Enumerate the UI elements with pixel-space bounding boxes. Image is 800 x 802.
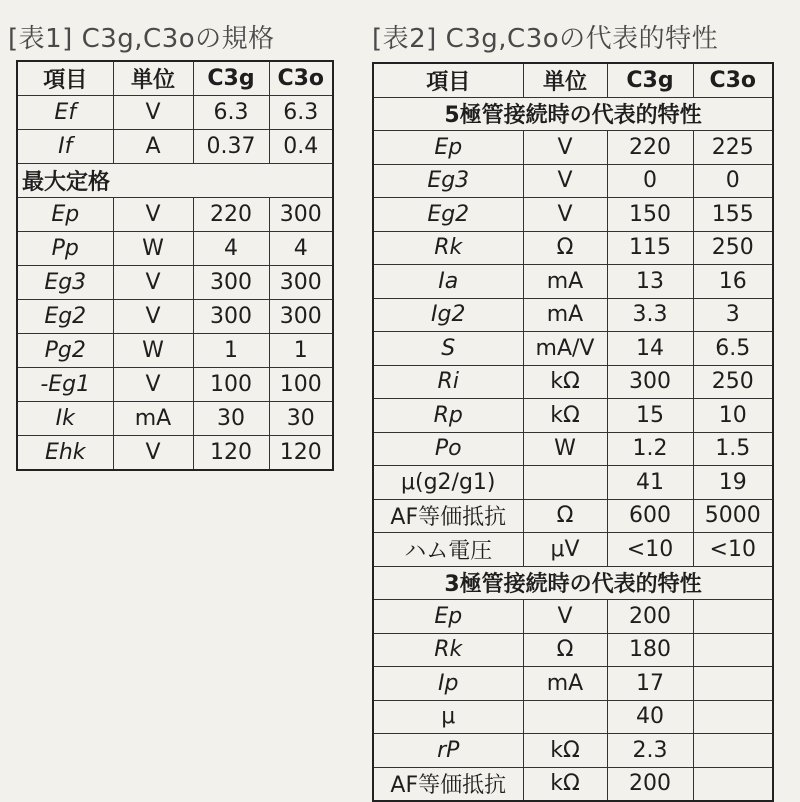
- c3g-value-cell: 1: [193, 334, 269, 368]
- header-row: [373, 63, 773, 97]
- c3g-value-cell: 3.3: [607, 298, 693, 332]
- table-row: [17, 402, 333, 436]
- section-row: [17, 164, 333, 198]
- c3o-value-cell: 6.5: [693, 332, 773, 366]
- table-row: [373, 399, 773, 433]
- c3o-value-cell: [693, 734, 773, 768]
- unit-cell: mA: [523, 667, 607, 701]
- unit-cell: A: [113, 130, 193, 164]
- unit-cell: V: [113, 368, 193, 402]
- c3o-value-cell: 16: [693, 265, 773, 299]
- item-cell: Ehk: [17, 436, 113, 471]
- unit-cell: V: [523, 600, 607, 634]
- c3o-value-cell: 0: [693, 164, 773, 198]
- c3g-value-cell: 1.2: [607, 432, 693, 466]
- table-row: [17, 96, 333, 130]
- unit-cell: mA: [523, 298, 607, 332]
- c3o-value-cell: 10: [693, 399, 773, 433]
- table-row: [373, 533, 773, 567]
- c3o-value-cell: 30: [269, 402, 333, 436]
- c3o-value-cell: 1.5: [693, 432, 773, 466]
- column-header: C3o: [693, 63, 773, 97]
- table2-caption: [表2] C3g,C3oの代表的特性: [372, 24, 719, 54]
- c3g-value-cell: 300: [607, 365, 693, 399]
- c3g-value-cell: 220: [607, 131, 693, 165]
- c3g-value-cell: 300: [193, 300, 269, 334]
- unit-cell: [523, 466, 607, 500]
- c3o-value-cell: 300: [269, 198, 333, 232]
- item-cell: Rp: [373, 399, 523, 433]
- item-cell: Ia: [373, 265, 523, 299]
- c3o-value-cell: 1: [269, 334, 333, 368]
- table-row: [17, 436, 333, 471]
- table-row: [373, 499, 773, 533]
- header-row: [17, 61, 333, 96]
- c3g-value-cell: 17: [607, 667, 693, 701]
- item-cell: Eg3: [17, 266, 113, 300]
- unit-cell: W: [523, 432, 607, 466]
- unit-cell: V: [523, 164, 607, 198]
- unit-cell: Ω: [523, 633, 607, 667]
- section-title: 5極管接続時の代表的特性: [373, 97, 773, 131]
- item-cell: Eg2: [17, 300, 113, 334]
- item-cell: Rk: [373, 231, 523, 265]
- c3g-value-cell: 100: [193, 368, 269, 402]
- c3g-value-cell: 14: [607, 332, 693, 366]
- c3o-value-cell: [693, 700, 773, 734]
- c3g-value-cell: 115: [607, 231, 693, 265]
- c3g-value-cell: 30: [193, 402, 269, 436]
- table-row: [17, 232, 333, 266]
- table-row: [373, 164, 773, 198]
- item-cell: Ef: [17, 96, 113, 130]
- c3o-value-cell: 3: [693, 298, 773, 332]
- table2-typical-characteristics: [372, 62, 774, 802]
- unit-cell: mA/V: [523, 332, 607, 366]
- unit-cell: V: [113, 266, 193, 300]
- table1-specifications: [16, 60, 334, 471]
- item-cell: Ep: [17, 198, 113, 232]
- section-row: [373, 97, 773, 131]
- unit-cell: kΩ: [523, 734, 607, 768]
- table-row: [373, 131, 773, 165]
- table-row: [373, 298, 773, 332]
- table-row: [373, 231, 773, 265]
- item-cell: Ep: [373, 600, 523, 634]
- c3o-value-cell: [693, 600, 773, 634]
- c3o-value-cell: 120: [269, 436, 333, 471]
- unit-cell: kΩ: [523, 399, 607, 433]
- section-row: [373, 566, 773, 600]
- table-row: [373, 432, 773, 466]
- unit-cell: kΩ: [523, 767, 607, 801]
- c3g-value-cell: 0.37: [193, 130, 269, 164]
- c3o-value-cell: 300: [269, 266, 333, 300]
- table1-caption: [表1] C3g,C3oの規格: [8, 24, 275, 54]
- table-row: [17, 198, 333, 232]
- table-row: [373, 700, 773, 734]
- table-row: [373, 667, 773, 701]
- c3g-value-cell: <10: [607, 533, 693, 567]
- table-row: [17, 266, 333, 300]
- c3o-value-cell: 6.3: [269, 96, 333, 130]
- item-cell: μ(g2/g1): [373, 466, 523, 500]
- c3g-value-cell: 0: [607, 164, 693, 198]
- unit-cell: V: [523, 198, 607, 232]
- item-cell: Ip: [373, 667, 523, 701]
- c3g-value-cell: 13: [607, 265, 693, 299]
- c3g-value-cell: 120: [193, 436, 269, 471]
- unit-cell: kΩ: [523, 365, 607, 399]
- c3o-value-cell: 19: [693, 466, 773, 500]
- item-cell: Pg2: [17, 334, 113, 368]
- table-row: [373, 265, 773, 299]
- table-row: [373, 466, 773, 500]
- unit-cell: V: [113, 96, 193, 130]
- column-header: C3g: [607, 63, 693, 97]
- c3g-value-cell: 220: [193, 198, 269, 232]
- c3o-value-cell: 5000: [693, 499, 773, 533]
- c3g-value-cell: 200: [607, 600, 693, 634]
- column-header: 項目: [17, 61, 113, 96]
- unit-cell: Ω: [523, 231, 607, 265]
- table-row: [17, 368, 333, 402]
- c3o-value-cell: 225: [693, 131, 773, 165]
- c3o-value-cell: 250: [693, 231, 773, 265]
- item-cell: ハム電圧: [373, 533, 523, 567]
- item-cell: AF等価抵抗: [373, 767, 523, 801]
- item-cell: Eg2: [373, 198, 523, 232]
- c3g-value-cell: 41: [607, 466, 693, 500]
- table-row: [373, 332, 773, 366]
- unit-cell: W: [113, 232, 193, 266]
- c3o-value-cell: [693, 667, 773, 701]
- unit-cell: μV: [523, 533, 607, 567]
- c3g-value-cell: 2.3: [607, 734, 693, 768]
- unit-cell: V: [523, 131, 607, 165]
- c3o-value-cell: 100: [269, 368, 333, 402]
- unit-cell: V: [113, 436, 193, 471]
- item-cell: AF等価抵抗: [373, 499, 523, 533]
- section-title: 3極管接続時の代表的特性: [373, 566, 773, 600]
- item-cell: rP: [373, 734, 523, 768]
- item-cell: Ig2: [373, 298, 523, 332]
- item-cell: Po: [373, 432, 523, 466]
- c3o-value-cell: [693, 633, 773, 667]
- c3g-value-cell: 300: [193, 266, 269, 300]
- item-cell: μ: [373, 700, 523, 734]
- unit-cell: V: [113, 300, 193, 334]
- c3g-value-cell: 40: [607, 700, 693, 734]
- item-cell: Ik: [17, 402, 113, 436]
- column-header: C3g: [193, 61, 269, 96]
- unit-cell: Ω: [523, 499, 607, 533]
- column-header: 単位: [523, 63, 607, 97]
- table-row: [373, 600, 773, 634]
- c3g-value-cell: 180: [607, 633, 693, 667]
- column-header: C3o: [269, 61, 333, 96]
- table-row: [17, 300, 333, 334]
- item-cell: If: [17, 130, 113, 164]
- item-cell: Eg3: [373, 164, 523, 198]
- c3g-value-cell: 15: [607, 399, 693, 433]
- c3g-value-cell: 4: [193, 232, 269, 266]
- unit-cell: W: [113, 334, 193, 368]
- c3g-value-cell: 6.3: [193, 96, 269, 130]
- c3o-value-cell: 4: [269, 232, 333, 266]
- table-row: [17, 130, 333, 164]
- c3g-value-cell: 150: [607, 198, 693, 232]
- c3o-value-cell: 0.4: [269, 130, 333, 164]
- c3g-value-cell: 200: [607, 767, 693, 801]
- table-row: [373, 734, 773, 768]
- c3o-value-cell: 250: [693, 365, 773, 399]
- c3o-value-cell: <10: [693, 533, 773, 567]
- table-row: [373, 365, 773, 399]
- section-title: 最大定格: [17, 164, 333, 198]
- item-cell: Ri: [373, 365, 523, 399]
- c3g-value-cell: 600: [607, 499, 693, 533]
- unit-cell: mA: [523, 265, 607, 299]
- item-cell: -Eg1: [17, 368, 113, 402]
- item-cell: Ep: [373, 131, 523, 165]
- table-row: [17, 334, 333, 368]
- c3o-value-cell: 300: [269, 300, 333, 334]
- item-cell: S: [373, 332, 523, 366]
- unit-cell: mA: [113, 402, 193, 436]
- unit-cell: [523, 700, 607, 734]
- table-row: [373, 198, 773, 232]
- column-header: 単位: [113, 61, 193, 96]
- column-header: 項目: [373, 63, 523, 97]
- table-row: [373, 633, 773, 667]
- unit-cell: V: [113, 198, 193, 232]
- item-cell: Pp: [17, 232, 113, 266]
- c3o-value-cell: 155: [693, 198, 773, 232]
- item-cell: Rk: [373, 633, 523, 667]
